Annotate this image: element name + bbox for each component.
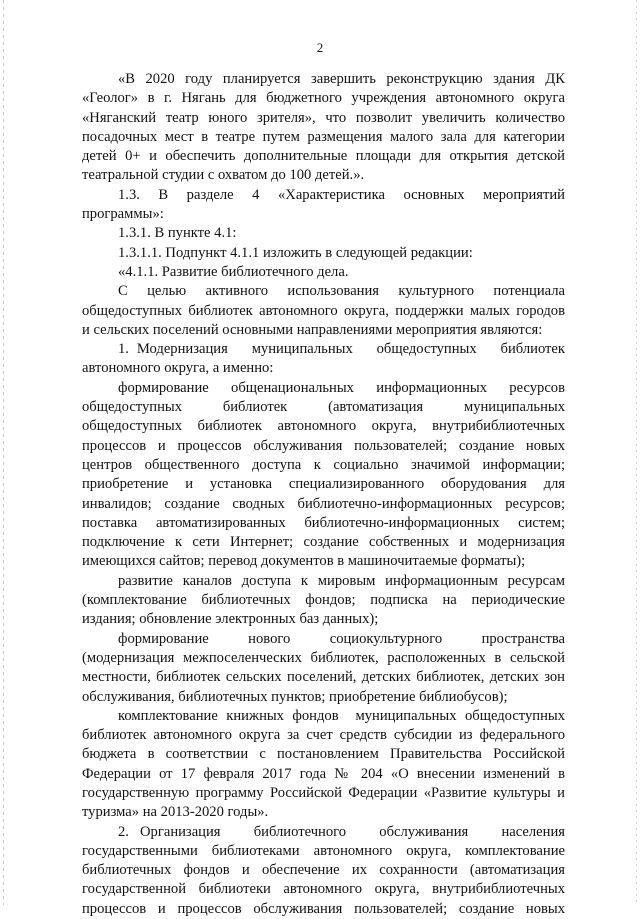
paragraph-line: государственными библиотеками автономного округа, комплектование (82, 842, 565, 859)
paragraph-line: С целью активного использования культурного потенциала (118, 283, 565, 300)
paragraph-line: общедоступных библиотек автономного округа, внутрибиблиотечных (82, 418, 565, 435)
paragraph-line: 2. Организация библиотечного обслуживания населения (118, 823, 565, 840)
paragraph-line: государственной библиотеки автономного округа, внутрибиблиотечных (82, 881, 565, 898)
paragraph-line: «Геолог» в г. Нягань для бюджетного учреждения автономного округа (82, 90, 565, 107)
paragraph-line: Федерации от 17 февраля 2017 года № 204 «О внесении изменений в (82, 765, 565, 782)
paragraph-line: развитие каналов доступа к мировым информационным ресурсам (118, 572, 565, 589)
paragraph-line: 1. Модернизация муниципальных общедоступных библиотек (118, 341, 565, 358)
paragraph-line: детей 0+ и обеспечить дополнительные площади для открытия детской (82, 148, 565, 165)
paragraph-line: общедоступных библиотек (автоматизация муниципальных (82, 399, 565, 416)
paragraph-line: центров общественного доступа к социально значимой информации; (82, 456, 565, 473)
paragraph-line: имеющихся сайтов; перевод документов в машиночитаемые форматы); (82, 553, 526, 570)
paragraph-line: «4.1.1. Развитие библиотечного дела. (118, 263, 349, 280)
paragraph-line: процессов и процессов обслуживания пользователей; создание новых (82, 437, 565, 454)
paragraph-line: формирование общенациональных информационных ресурсов (118, 379, 565, 396)
document-body (82, 70, 565, 919)
paragraph-line: общедоступных библиотек автономного округа, поддержки малых городов (82, 302, 565, 319)
paragraph-line: государственную программу Российской Федерации «Развитие культуры и (82, 784, 565, 801)
paragraph-line: «Няганский театр юного зрителя», что позволит увеличить количество (82, 109, 565, 126)
paragraph-line: 1.3.1.1. Подпункт 4.1.1 изложить в следующей редакции: (118, 244, 473, 261)
paragraph-line: издания; обновление электронных баз данных); (82, 611, 379, 628)
page-edge-left (3, 0, 4, 905)
paragraph-line: 1.3. В разделе 4 «Характеристика основных мероприятий (118, 186, 565, 203)
paragraph-line: процессов и процессов обслуживания пользователей; создание новых (82, 900, 565, 917)
paragraph-line: посадочных мест в театре путем размещения малого зала для категории (82, 128, 565, 145)
paragraph-line: библиотек автономного округа за счет средств субсидии из федерального (82, 727, 565, 744)
paragraph-line: комплектование книжных фондов муниципальных общедоступных (118, 707, 565, 724)
paragraph-line: библиотечных фондов и обеспечение их сохранности (автоматизация (82, 862, 565, 879)
paragraph-line: инвалидов; создание сводных библиотечно-информационных ресурсов; (82, 495, 565, 512)
page-number: 2 (316, 40, 324, 55)
paragraph-line: «В 2020 году планируется завершить реконструкцию здания ДК (118, 71, 565, 87)
paragraph-line: (модернизация межпоселенческих библиотек, расположенных в сельской (82, 649, 565, 666)
paragraph-line: поставка автоматизированных библиотечно-информационных систем; (82, 514, 565, 531)
paragraph-line: приобретение и установка специализированного оборудования для (82, 476, 565, 493)
paragraph-line: и сельских поселений основными направлениями мероприятия являются: (82, 321, 543, 338)
paragraph-line: программы»: (82, 206, 164, 223)
page-edge-right (636, 0, 637, 905)
paragraph-line: театральной студии с охватом до 100 детей.». (82, 167, 365, 184)
paragraph-line: местности, библиотек сельских поселений, детских библиотек, детских зон (82, 669, 565, 686)
paragraph-line: 1.3.1. В пункте 4.1: (118, 225, 237, 242)
paragraph-line: формирование нового социокультурного пространства (118, 630, 565, 647)
paragraph-line: обслуживания, библиотечных пунктов; приобретение библиобусов); (82, 688, 508, 705)
paragraph-line: (комплектование библиотечных фондов; подписка на периодические (82, 592, 565, 609)
paragraph-line: туризма» на 2013-2020 годы». (82, 804, 269, 821)
paragraph-line: подключение к сети Интернет; создание собственных и модернизация (82, 534, 565, 551)
paragraph-line: автономного округа, а именно: (82, 360, 274, 377)
paragraph-line: бюджета в соответствии с постановлением Правительства Российской (82, 746, 565, 763)
